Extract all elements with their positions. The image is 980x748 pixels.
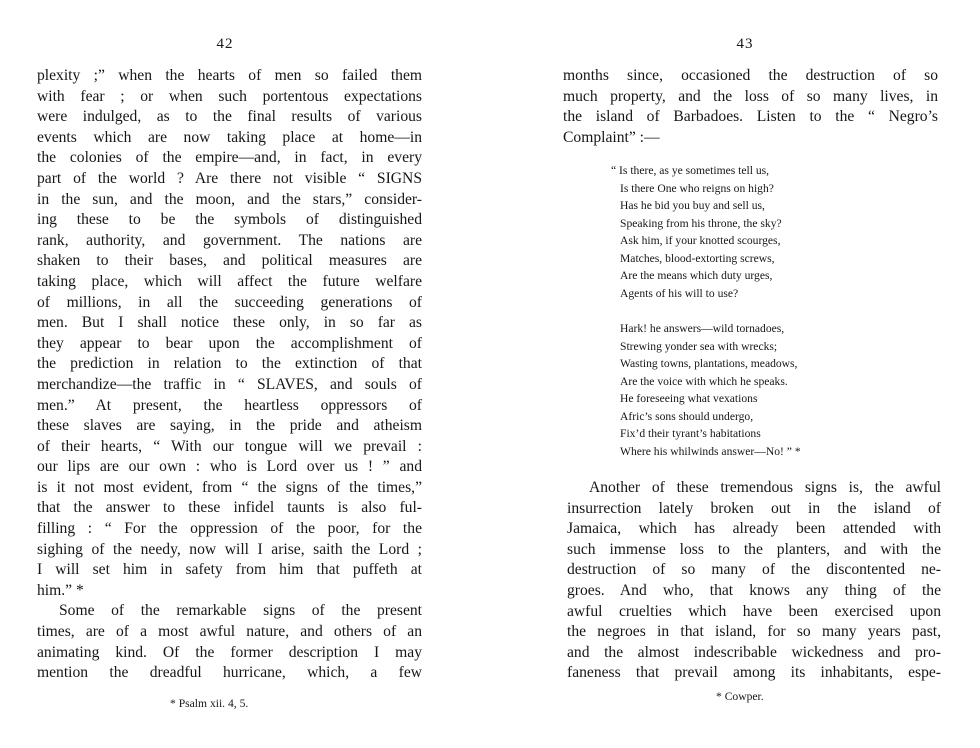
poem-line: Wasting towns, plantations, meadows,	[620, 357, 798, 370]
text-line: animating kind. Of the former description I may	[37, 643, 422, 661]
text-line: merchandize—the traffic in “ SLAVES, and souls of	[37, 375, 422, 393]
text-line: rank, authority, and government. The nations are	[37, 231, 422, 249]
body-text	[37, 66, 422, 684]
text-line: him.” *	[37, 581, 84, 599]
poem-line: Hark! he answers—wild tornadoes,	[620, 322, 785, 335]
poem-stanza	[611, 162, 782, 302]
text-line: Jamaica, which has already been attended with	[567, 520, 941, 538]
body-text	[567, 478, 941, 684]
text-line: they appear to bear upon the accomplishment of	[37, 334, 422, 352]
poem-line: Ask him, if your knotted scourges,	[620, 234, 781, 247]
footnote: * Cowper.	[716, 690, 764, 703]
text-line: I will set him in safety from him that puffeth at	[37, 561, 422, 579]
text-line: in the sun, and the moon, and the stars,” consider-	[37, 190, 422, 208]
text-line: of their hearts, “ With our tongue will we prevail :	[37, 437, 422, 455]
poem-line: Where his whilwinds answer—No! ” *	[620, 444, 801, 458]
text-line: times, are of a most awful nature, and others of an	[37, 623, 422, 641]
text-line: our lips are our own : who is Lord over us ! ” and	[37, 458, 422, 476]
poem-line: Strewing yonder sea with wrecks;	[620, 339, 778, 353]
text-line: sighing of the needy, now will I arise, saith the Lord ;	[37, 540, 422, 558]
poem-line: Has he bid you buy and sell us,	[620, 199, 765, 212]
text-line: groes. And who, that knows any thing of the	[567, 581, 941, 599]
poem-line: Are the voice with which he speaks.	[620, 374, 788, 388]
page-number: 42	[216, 36, 234, 52]
text-line: men. But I shall notice these only, in so far as	[37, 314, 422, 332]
text-line: ing these to be the symbols of distinguished	[37, 211, 422, 229]
text-line: the colonies of the empire—and, in fact, in every	[37, 149, 422, 167]
poem-line: He foreseeing what vexations	[620, 392, 758, 405]
poem-line: “ Is there, as ye sometimes tell us,	[611, 164, 770, 177]
text-line: awful cruelties which have been exercised upon	[567, 602, 941, 620]
poem-line: Speaking from his throne, the sky?	[620, 216, 782, 230]
poem-line: Are the means which duty urges,	[620, 269, 773, 282]
poem-line: Fix’d their tyrant’s habitations	[620, 427, 761, 440]
text-line: Another of these tremendous signs is, the awful	[589, 479, 941, 496]
text-line: faneness that prevail among its inhabitants, espe-	[567, 664, 941, 682]
body-text	[563, 66, 938, 148]
text-line: the prediction in relation to the extinction of that	[37, 355, 422, 373]
text-line: of millions, in all the succeeding generations of	[37, 293, 422, 311]
text-line: these slaves are saying, in the pride and atheism	[37, 417, 422, 435]
text-line: insurrection lately broken out in the island of	[567, 499, 941, 517]
text-line: filling : “ For the oppression of the poor, for the	[37, 520, 422, 538]
poem-line: Afric’s sons should undergo,	[620, 409, 754, 423]
text-line: part of the world ? Are there not visible “ SIGNS	[37, 169, 422, 187]
text-line: is it not most evident, from “ the signs of the times,”	[37, 478, 422, 496]
text-line: and the almost indescribable wickedness and pro-	[567, 643, 941, 661]
text-line: the negroes in that island, for so many years past,	[567, 623, 941, 641]
footnote: * Psalm xii. 4, 5.	[170, 697, 249, 710]
page-number: 43	[736, 36, 754, 52]
text-line: much property, and the loss of so many lives, in	[563, 87, 938, 105]
text-line: plexity ;” when the hearts of men so failed them	[37, 67, 422, 84]
poem-stanza	[620, 320, 801, 460]
right-page	[490, 0, 980, 748]
text-line: the island of Barbadoes. Listen to the “ Negro’s	[563, 108, 938, 126]
poem-line: Is there One who reigns on high?	[620, 181, 774, 195]
text-line: taking place, which will affect the future welfare	[37, 272, 422, 290]
text-line: destruction of so many of the discontented ne-	[567, 561, 941, 579]
poem-line: Matches, blood-extorting screws,	[620, 251, 775, 265]
text-line: Some of the remarkable signs of the present	[59, 602, 422, 620]
text-line: such immense loss to the planters, and with the	[567, 540, 941, 558]
text-line: shaken to their bases, and political measures are	[37, 252, 422, 270]
text-line: men.” At present, the heartless oppressors of	[37, 396, 422, 414]
text-line: that the answer to these infidel taunts is also ful-	[37, 499, 422, 517]
text-line: Complaint” :—	[563, 128, 660, 146]
text-line: mention the dreadful hurricane, which, a few	[37, 664, 422, 682]
poem-line: Agents of his will to use?	[620, 286, 739, 300]
text-line: events which are now taking place at home—in	[37, 128, 422, 146]
text-line: were indulged, as to the final results of various	[37, 108, 422, 126]
text-line: months since, occasioned the destruction of so	[563, 67, 938, 84]
text-line: with fear ; or when such portentous expectations	[37, 87, 422, 105]
